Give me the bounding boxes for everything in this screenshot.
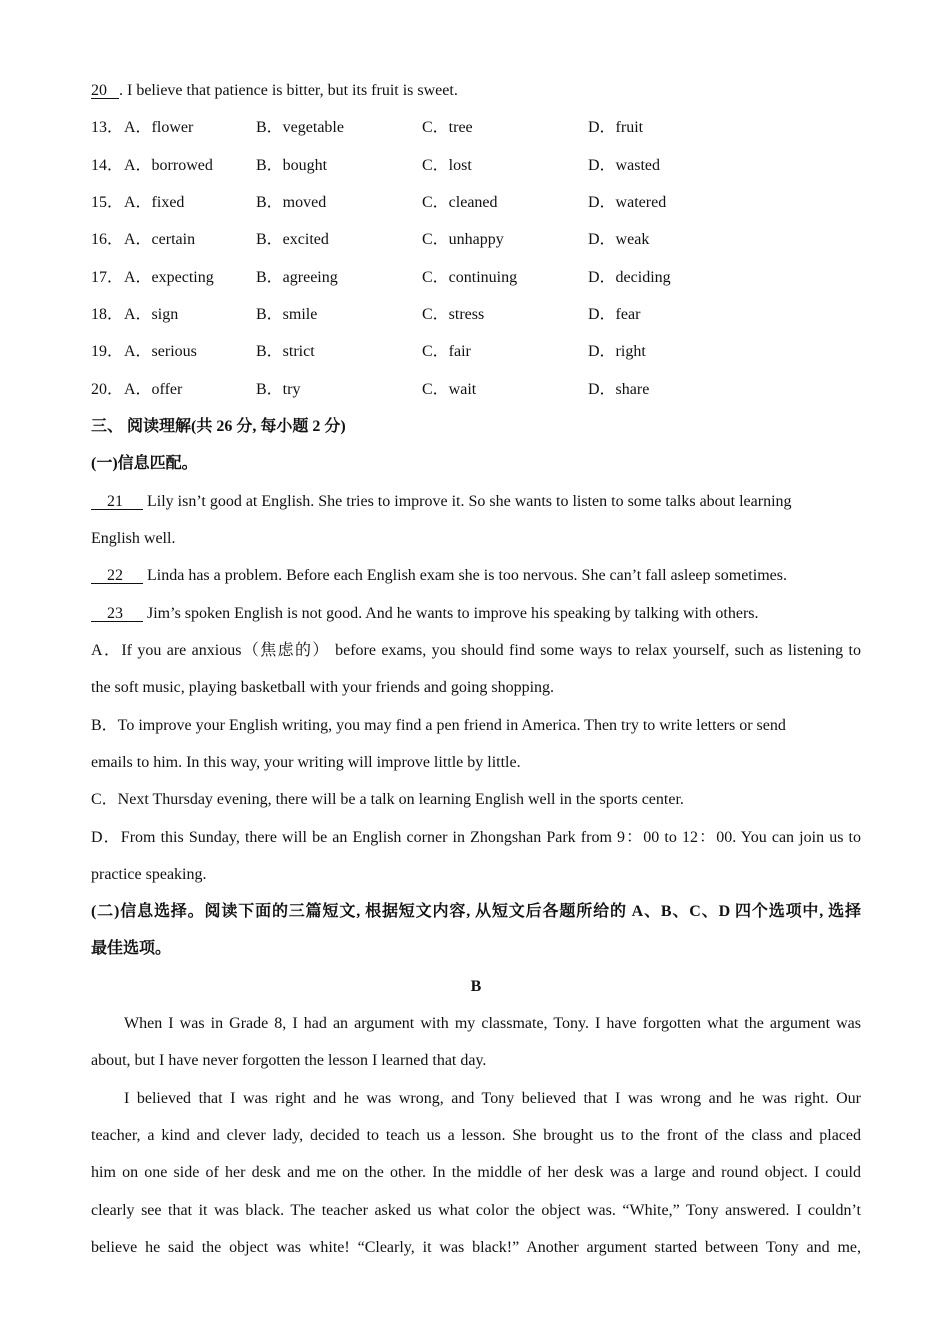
question-number: 20． [91,381,124,398]
question-number: 16． [91,231,124,248]
option-b: B．agreeing [256,269,338,286]
question-number: 17． [91,269,124,286]
part1-heading: (一)信息匹配。 [91,455,198,472]
option-a: A．certain [124,231,196,248]
section-heading: 三、 阅读理解(共 26 分, 每小题 2 分) [91,418,346,435]
option-b: B．strict [256,343,315,360]
option-d: D．weak [588,231,650,248]
question-number: 14． [91,157,124,174]
choice-a-cont: the soft music, playing basketball with your friends and going shopping. [91,679,555,696]
choice-b: B．To improve your English writing, you may find a pen friend in America. Then try to write letters or send [91,717,786,734]
option-b: B．try [256,381,301,398]
answer-blank: 20 [91,82,119,99]
passage-line: teacher, a kind and clever lady, decided to teach us a lesson. She brought us to the front of the class and placed [91,1127,861,1144]
choice-d: D．From this Sunday, there will be an English corner in Zhongshan Park from 9：00 to 12：00. You can join us to [91,829,862,846]
option-b: B．bought [256,157,328,174]
question-number: 13． [91,119,124,136]
answer-blank: 22 [91,567,143,584]
option-a: A．borrowed [124,157,213,174]
passage-line: clearly see that it was black. The teacher asked us what color the object was. “White,” Tony answered. I couldn’t [91,1202,861,1219]
passage-line: about, but I have never forgotten the lesson I learned that day. [91,1052,487,1069]
passage-label: B [470,978,482,995]
option-a: A．fixed [124,194,185,211]
matching-item-21-cont: English well. [91,530,176,547]
matching-item-21 [91,491,861,513]
item-text: Lily isn’t good at English. She tries to improve it. So she wants to listen to some talks about learning [147,493,792,510]
option-b: B．smile [256,306,318,323]
option-d: D．wasted [588,157,660,174]
option-a: A．expecting [124,269,214,286]
matching-item-22 [91,565,861,587]
option-d: D．deciding [588,269,671,286]
option-c: C．stress [422,306,485,323]
option-a: A．sign [124,306,179,323]
part2-heading: (二)信息选择。阅读下面的三篇短文, 根据短文内容, 从短文后各题所给的 A、B、C、D 四个选项中, 选择 [91,903,861,920]
option-a: A．offer [124,381,183,398]
option-b: B．moved [256,194,327,211]
passage-line: him on one side of her desk and me on the other. In the middle of her desk was a large and round object. I could [91,1164,861,1181]
part2-heading-cont: 最佳选项。 [91,940,172,957]
option-c: C．continuing [422,269,518,286]
option-d: D．right [588,343,646,360]
answer-blank: 23 [91,605,143,622]
passage-line: When I was in Grade 8, I had an argument with my classmate, Tony. I have forgotten what the argument was [124,1015,861,1032]
answer-blank: 21 [91,493,143,510]
passage-line: believe he said the object was white! “Clearly, it was black!” Another argument started between Tony and me, [91,1239,861,1256]
option-c: C．unhappy [422,231,504,248]
passage-line: I believed that I was right and he was wrong, and Tony believed that I was wrong and he was right. Our [124,1090,861,1107]
option-b: B．vegetable [256,119,344,136]
option-c: C．lost [422,157,472,174]
question-number: 19． [91,343,124,360]
option-a: A．flower [124,119,194,136]
question-20-sentence [91,80,861,102]
matching-item-23 [91,603,861,625]
choice-c: C．Next Thursday evening, there will be a talk on learning English well in the sports center. [91,791,684,808]
option-d: D．fear [588,306,641,323]
option-c: C．wait [422,381,477,398]
question-number: 18． [91,306,124,323]
choice-b-cont: emails to him. In this way, your writing will improve little by little. [91,754,521,771]
option-d: D．watered [588,194,667,211]
option-c: C．fair [422,343,471,360]
option-d: D．share [588,381,650,398]
option-b: B．excited [256,231,329,248]
choice-a: A．If you are anxious（焦虑的） before exams, you should find some ways to relax yourself, such as listening to [91,642,861,659]
option-c: C．tree [422,119,473,136]
sentence-text: . I believe that patience is bitter, but its fruit is sweet. [119,82,458,99]
option-d: D．fruit [588,119,644,136]
option-c: C．cleaned [422,194,498,211]
option-a: A．serious [124,343,197,360]
item-text: Linda has a problem. Before each English exam she is too nervous. She can’t fall asleep sometimes. [147,567,787,584]
question-number: 15． [91,194,124,211]
choice-d-cont: practice speaking. [91,866,207,883]
item-text: Jim’s spoken English is not good. And he wants to improve his speaking by talking with others. [147,605,759,622]
